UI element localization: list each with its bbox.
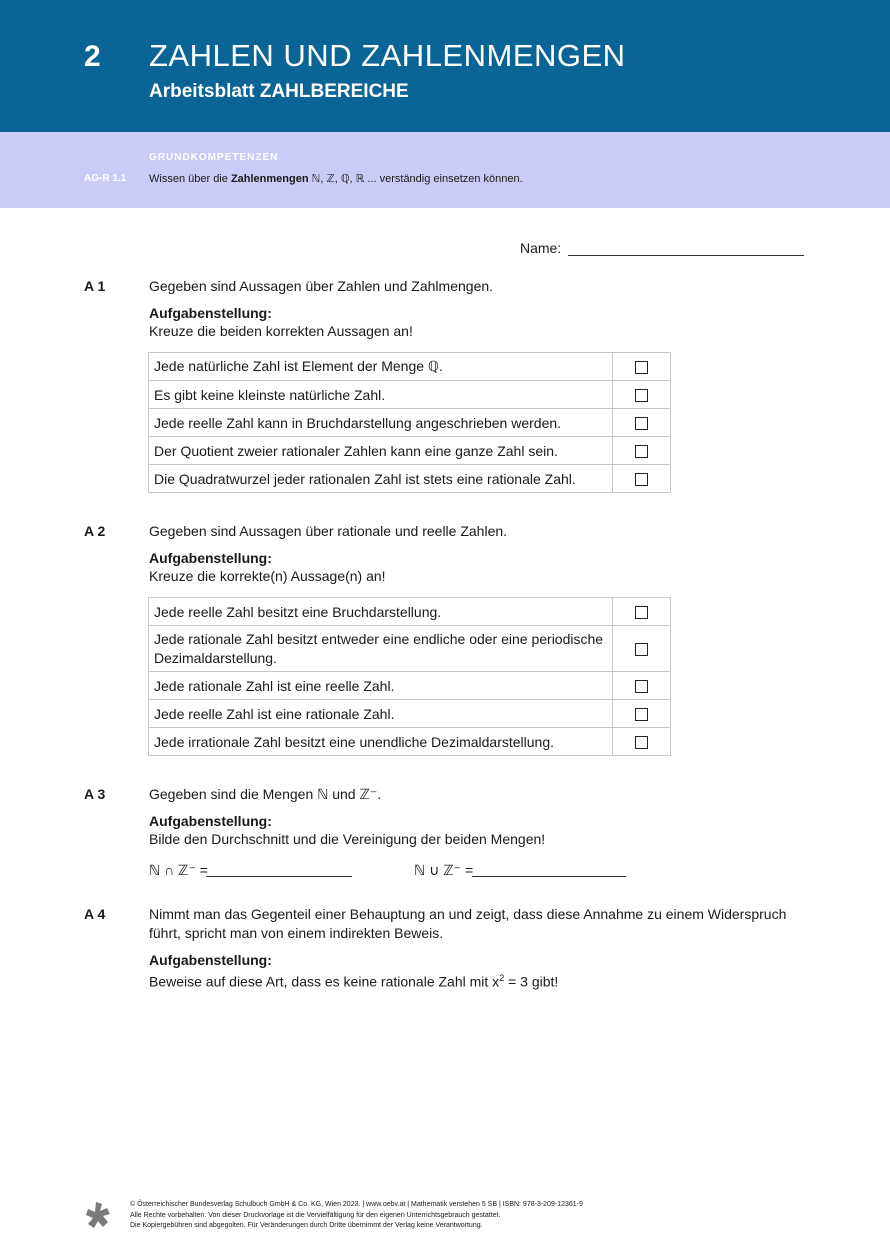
- checkbox[interactable]: [635, 417, 648, 430]
- option-cell: [613, 381, 671, 409]
- task-intro-a3: Gegeben sind die Mengen ℕ und ℤ⁻.: [149, 786, 382, 802]
- chapter-title: ZAHLEN UND ZAHLENMENGEN: [149, 38, 626, 73]
- option-cell: [613, 353, 671, 381]
- competence-text-bold: Zahlenmengen: [230, 173, 309, 185]
- option-cell: [613, 728, 671, 756]
- task-label-a2: Aufgabenstellung:: [149, 550, 272, 566]
- task-instruction-a1: Kreuze die beiden korrekten Aussagen an!: [149, 323, 413, 339]
- task-label-a1: Aufgabenstellung:: [149, 305, 272, 321]
- publisher-logo-icon: [84, 1200, 114, 1230]
- sheet-title: Arbeitsblatt ZAHLBEREICHE: [149, 81, 409, 102]
- option-text: Jede reelle Zahl besitzt eine Bruchdarstellung.: [149, 598, 613, 626]
- competence-text: [149, 172, 523, 185]
- task-number-a2: A 2: [84, 523, 106, 539]
- checkbox[interactable]: [635, 643, 648, 656]
- union-answer-field[interactable]: [472, 876, 626, 877]
- table-row: [149, 409, 671, 437]
- instruction-text-end: = 3 gibt!: [504, 973, 559, 990]
- task-intro-a4-line2: führt, spricht man von einem indirekten Beweis.: [149, 925, 444, 941]
- task-number-a4: A 4: [84, 906, 106, 922]
- option-text: Jede reelle Zahl ist eine rationale Zahl.: [149, 700, 613, 728]
- chapter-header: [0, 0, 890, 132]
- checkbox-table-a1: [148, 352, 671, 493]
- task-number-a3: A 3: [84, 786, 106, 802]
- option-cell: [613, 465, 671, 493]
- task-instruction-a3: Bilde den Durchschnitt und die Vereinigung der beiden Mengen!: [149, 831, 546, 847]
- table-row: [149, 626, 671, 672]
- checkbox[interactable]: [635, 445, 648, 458]
- task-intro-a4-line1: Nimmt man das Gegenteil einer Behauptung an und zeigt, dass diese Annahme zu einem Widerspruch: [149, 906, 787, 922]
- footer-line: Alle Rechte vorbehalten. Von dieser Druckvorlage ist die Vervielfältigung für den eigenen Unterrichtsgebrauch gestattet.: [130, 1211, 501, 1219]
- table-row: [149, 672, 671, 700]
- checkbox[interactable]: [635, 708, 648, 721]
- table-row: [149, 381, 671, 409]
- option-text: Jede reelle Zahl kann in Bruchdarstellung angeschrieben werden.: [149, 409, 613, 437]
- option-cell: [613, 409, 671, 437]
- checkbox[interactable]: [635, 389, 648, 402]
- option-text: Der Quotient zweier rationaler Zahlen kann eine ganze Zahl sein.: [149, 437, 613, 465]
- union-label: ℕ ∪ ℤ⁻ =: [414, 862, 474, 878]
- option-cell: [613, 626, 671, 672]
- table-row: [149, 465, 671, 493]
- name-label: Name:: [520, 240, 562, 256]
- competence-heading: GRUNDKOMPETENZEN: [149, 152, 279, 163]
- competence-code: AG-R 1.1: [84, 173, 127, 184]
- option-text: Jede rationale Zahl ist eine reelle Zahl.: [149, 672, 613, 700]
- table-row: [149, 437, 671, 465]
- option-text: Jede natürliche Zahl ist Element der Menge ℚ.: [149, 353, 613, 381]
- checkbox-table-a2: [148, 597, 671, 756]
- checkbox[interactable]: [635, 736, 648, 749]
- option-cell: [613, 437, 671, 465]
- table-row: [149, 700, 671, 728]
- task-number-a1: A 1: [84, 278, 106, 294]
- intersection-answer-field[interactable]: [206, 876, 352, 877]
- footer-line: © Österreichischer Bundesverlag Schulbuch GmbH & Co. KG, Wien 2023. | www.oebv.at | Mathematik verstehen 5 SB | ISBN: 978-3-209-12361-9: [130, 1201, 583, 1208]
- checkbox[interactable]: [635, 473, 648, 486]
- instruction-text: Beweise auf diese Art, dass es keine rationale Zahl mit x: [149, 973, 500, 990]
- competence-text-after: ℕ, ℤ, ℚ, ℝ ... verständig einsetzen können.: [308, 173, 523, 185]
- footer-copyright: [130, 1200, 583, 1232]
- table-row: [149, 728, 671, 756]
- competence-text-before: Wissen über die: [149, 173, 231, 185]
- exponent: 2: [499, 973, 505, 983]
- option-cell: [613, 700, 671, 728]
- option-cell: [613, 598, 671, 626]
- checkbox[interactable]: [635, 606, 648, 619]
- option-text: Es gibt keine kleinste natürliche Zahl.: [149, 381, 613, 409]
- option-text: Jede irrationale Zahl besitzt eine unendliche Dezimaldarstellung.: [149, 728, 613, 756]
- task-label-a3: Aufgabenstellung:: [149, 813, 272, 829]
- checkbox[interactable]: [635, 680, 648, 693]
- task-instruction-a2: Kreuze die korrekte(n) Aussage(n) an!: [149, 568, 386, 584]
- checkbox[interactable]: [635, 361, 648, 374]
- task-instruction-a4: [149, 969, 558, 992]
- task-intro-a1: Gegeben sind Aussagen über Zahlen und Zahlmengen.: [149, 278, 494, 294]
- name-field[interactable]: [568, 255, 804, 256]
- option-cell: [613, 672, 671, 700]
- option-text: Jede rationale Zahl besitzt entweder eine endliche oder eine periodische Dezimaldarstellung.: [149, 626, 613, 672]
- option-text: Die Quadratwurzel jeder rationalen Zahl ist stets eine rationale Zahl.: [149, 465, 613, 493]
- chapter-number: 2: [84, 40, 101, 73]
- task-intro-a2: Gegeben sind Aussagen über rationale und reelle Zahlen.: [149, 523, 508, 539]
- competence-band: [0, 132, 890, 208]
- footer-line: Die Kopiergebühren sind abgegolten. Für Veränderungen durch Dritte übernimmt der Verlag keine Verantwortung.: [130, 1222, 483, 1229]
- table-row: [149, 598, 671, 626]
- task-label-a4: Aufgabenstellung:: [149, 952, 272, 968]
- table-row: [149, 353, 671, 381]
- intersection-label: ℕ ∩ ℤ⁻ =: [149, 862, 208, 878]
